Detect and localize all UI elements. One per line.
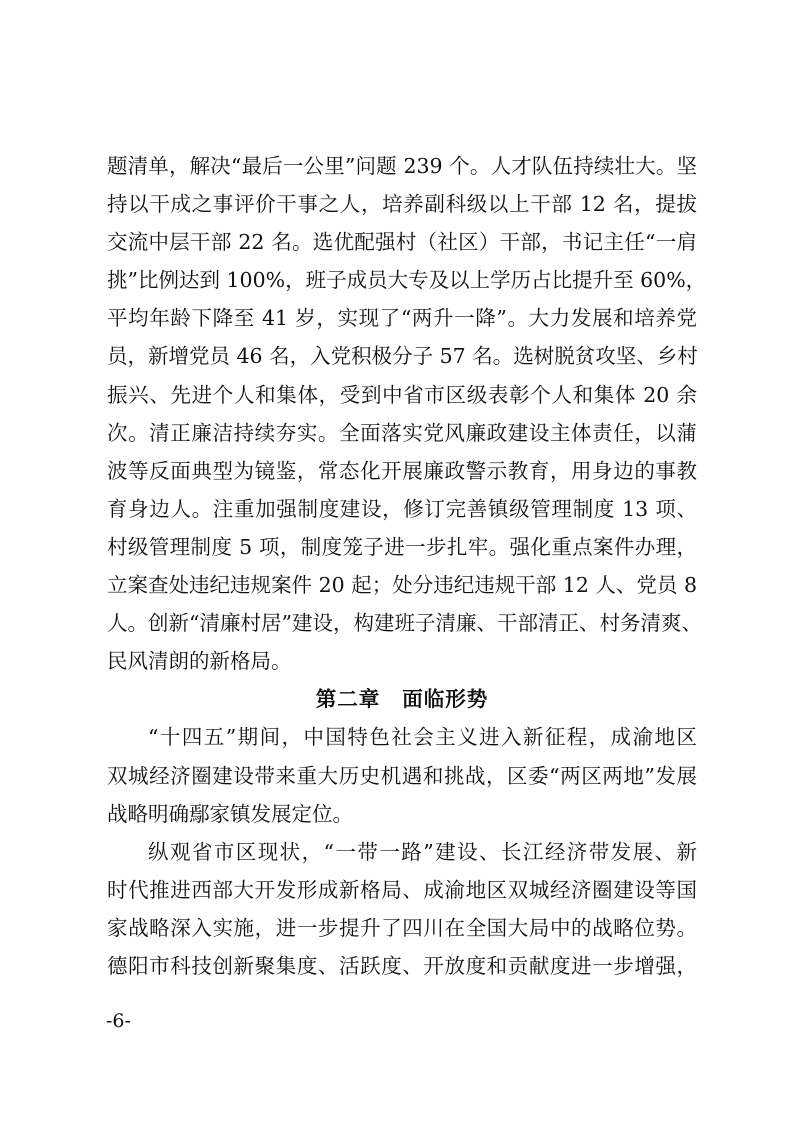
- text-line: 持以干成之事评价干事之人，培养副科级以上干部 12 名，提拔: [107, 192, 697, 217]
- text-line: 振兴、先进个人和集体，受到中省市区级表彰个人和集体 20 余: [107, 382, 697, 407]
- text-line: 村级管理制度 5 项，制度笼子进一步扎牢。强化重点案件办理，: [107, 534, 697, 559]
- paragraph-fourteenth-five-year: [107, 718, 697, 832]
- text-line: 次。清正廉洁持续夯实。全面落实党风廉政建设主体责任，以蒲: [107, 420, 697, 445]
- chapter-title: 面临形势: [402, 687, 489, 712]
- chapter-heading: [107, 680, 697, 718]
- text-line: 立案查处违纪违规案件 20 起；处分违纪违规干部 12 人、党员 8: [107, 573, 697, 598]
- text-line: 挑”比例达到 100%，班子成员大专及以上学历占比提升至 60%，: [107, 268, 707, 293]
- text-line: 育身边人。注重加强制度建设，修订完善镇级管理制度 13 项、: [107, 496, 697, 521]
- text-line: 员，新增党员 46 名，入党积极分子 57 名。选树脱贫攻坚、乡村: [107, 344, 698, 369]
- text-line: 时代推进西部大开发形成新格局、成渝地区双城经济圈建设等国: [107, 877, 697, 902]
- text-line: 纵观省市区现状，“一带一路”建设、长江经济带发展、新: [148, 839, 697, 864]
- text-line: 战略明确鄢家镇发展定位。: [107, 801, 353, 826]
- document-body: [107, 147, 707, 985]
- text-line: 平均年龄下降至 41 岁，实现了“两升一降”。大力发展和培养党: [107, 306, 697, 331]
- text-line: 人。创新“清廉村居”建设，构建班子清廉、干部清正、村务清爽、: [107, 611, 702, 636]
- paragraph-achievements: [107, 147, 707, 680]
- text-line: 双城经济圈建设带来重大历史机遇和挑战，区委“两区两地”发展: [107, 763, 697, 788]
- text-line: 交流中层干部 22 名。选优配强村（社区）干部，书记主任“一肩: [107, 230, 697, 255]
- text-line: 波等反面典型为镜鉴，常态化开展廉政警示教育，用身边的事教: [107, 458, 697, 483]
- chapter-number: 第二章: [315, 687, 381, 712]
- paragraph-national-strategy: [107, 833, 697, 985]
- text-line: 民风清朗的新格局。: [107, 649, 292, 674]
- text-line: 家战略深入实施，进一步提升了四川在全国大局中的战略位势。: [107, 915, 697, 940]
- text-line: “十四五”期间，中国特色社会主义进入新征程，成渝地区: [148, 725, 697, 750]
- page-number: -6-: [106, 1010, 131, 1032]
- text-line: 题清单，解决“最后一公里”问题 239 个。人才队伍持续壮大。坚: [107, 154, 697, 178]
- text-line: 德阳市科技创新聚集度、活跃度、开放度和贡献度进一步增强，: [107, 953, 697, 978]
